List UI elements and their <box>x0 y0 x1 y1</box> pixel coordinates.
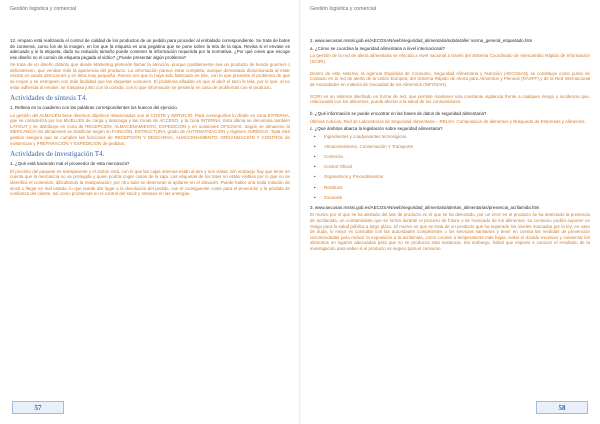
legislation-list <box>310 134 590 200</box>
answer-research-1: El precinto del paquete es transparente y el cartón está, con lo que las cajas internas están al aire y son vistas. Sin embargo hay que tener en cuenta que la mercancía no va protegida y quien podría coger cosas de la caja. Las etiquetas de los lotes no están visibles por lo que no se identifica el contenido, dificultando la manipulación; por otro lado se deterioran al apilarse en el almacén. Puede haber una mala rotación de stock o llegar en mal estado, lo que puede dar lugar a la devolución del pedido, con el consiguiente coste para el proveedor y la pérdida de confianza del cliente, así como problemas en el control del stock y retrasos en las entregas. <box>10 168 290 197</box>
question-research-1: 1. ¿Qué está haciendo mal el proveedor de esta mercancía? <box>10 161 130 167</box>
question-2b: b. ¿Qué información se puede encontrar en las bases de datos de seguridad alimentaria? <box>310 110 487 116</box>
answer-12: Se trata de un diseño distinto que desde Marketing pretende llamar la atención, porque posiblemente sea un producto de tienda gourmet o delicatessen, que vendan más la apariencia del producto. La información parece estar completa, aunque demasiado distorsionada al estar escrita en varias direcciones y en letra muy pequeña. Parece ser que lo haya sido fabricado en lote, con lo que presente el problema de que se mojen o se estropeen con más facilidad que las etiquetas comunes. El problema añadido es que al abrir el tarro le tela, por lo que, al no estar adherida al envase, se traspasa junto con la comida, con lo que información se perdería en caso de problemas con el producto. <box>10 62 290 90</box>
page-number: 58 <box>536 401 588 414</box>
answer-3: El motivo por el que se ha alertado del lote de producto en el que se ha detectado, por un error en el producto se ha detectado la presencia de acrilamida, un contaminante que se forma durante el proceso de fritura o de horneado de los alimentos; su consumo podría suponer un riesgo para la salud pública a largo plazo. El motivo es que se trata de un producto que ha superado los niveles marcados por la ley; en caso de duda, lo mejor es consultar con las autoridades competentes o los servicios sanitarios y tener en cuenta las medidas de prevención recomendadas para reducir la exposición a la acrilamida, como cocinar a temperaturas más bajas, evitar el dorado excesivo y conservar los alimentos en lugares adecuados para que no se produzca esta sustancia. Sin embargo, habrá que esperar a conocer el resultado de la investigación para saber si el producto es seguro para el consumo. <box>310 212 590 251</box>
list-item: • Residuos <box>314 184 343 190</box>
answer-2a-p1: La gestión de la red de alerta alimentaria se efectúa a nivel nacional a través del Sistema Coordinado de Intercambio Rápido de Información (SCIRI). <box>310 53 590 65</box>
list-item: • Zoonosis <box>314 194 343 200</box>
question-synthesis-1: 1. Rellena en tu cuaderno con las palabras correspondientes los huecos del ejercicio. <box>10 105 178 111</box>
running-head: Gestión logística y comercial <box>310 6 377 12</box>
section-heading-synthesis: Actividades de síntesis T4. <box>10 94 88 103</box>
question-12: 12. Amparo está realizando el control de calidad de los productos de un pedido para proceder al embalado correspondiente. Se trata de botes de conserva, como los de la imagen, en los que la etiqueta es una pegatina que se pone sobre la tela de la tapa. Revisa si el envase es adecuado y si la etiqueta, dado su reducido tamaño puede contener la información requerida por la normativa. ¿Por qué crees que escoge ese diseño no el común de etiqueta pegada al vidrio? ¿Puede presentar algún problema? <box>10 38 290 60</box>
running-head: Gestión logística y comercial <box>10 6 77 12</box>
list-item: • Organismos y Procedimientos <box>314 174 384 180</box>
answer-2a-p2: Dentro de este sistema, la Agencia Española de Consumo, Seguridad Alimentaria y Nutrición (AECOSAN) se constituye como punto de contacto en la red de alerta de la Unión Europea, del Sistema Rápido de Alerta para Alimentos y Piensos (RASFF) y de la Red Internacional de Autoridades en materia de Inocuidad de los Alimentos (INFOSAN). <box>310 70 590 87</box>
question-2-source: 2. www.aecosan.msssi.gob.es/AECOSAN/web/seguridad_alimentaria/subdetalle/ norma_general_etiquetado.htm <box>310 38 533 43</box>
answer-2b: Últimas noticias, Red de Laboratorios de Seguridad Alimentaria – RELSA. Composición de alimentos y Búsqueda de Empresas y Alimentos. <box>310 118 586 124</box>
list-item: • Control Oficial <box>314 164 352 170</box>
list-item: • Ingredientes y coadyuvantes tecnológicos <box>314 134 407 140</box>
list-item: • Comercio <box>314 154 343 160</box>
list-item: • Almacenamiento, Conservación Y Transporte <box>314 144 414 150</box>
question-3-source: 3. www.aecosan.msssi.gob.es/AECOSAN/web/seguridad_alimentaria/alertas_alimentarias/presencia_acrilamida.htm <box>310 204 540 210</box>
question-2c: c. ¿Qué ámbitos abarca la legislación sobre seguridad alimentaria? <box>310 126 443 132</box>
page-number: 57 <box>12 401 64 414</box>
section-heading-research: Actividades de investigación T4. <box>10 150 105 159</box>
answer-2a-p3: SCIRI es un sistema diseñado en forma de red, que permite mantener una constante vigilancia frente a cualquier riesgo o incidencia que, relacionada con los alimentos, pueda afectar a la salud de los consumidores. <box>310 93 590 105</box>
answer-synthesis-1: La gestión del ALMACÉN tiene diversos objetivos relacionados con el COSTE y SERVICIO. Para conseguirlos lo divide en zona EXTERNA, que se caracteriza por los MUELLES de carga y descarga y las zonas de ACCESO, y la zona INTERNA. Esta última se denomina también LAYOUT y se distribuye en zona de RECEPCIÓN, ALMACENAMIENTO, EXPEDICIÓN y en ocasiones OFICINAS. Según se almacene la MERCANCÍA los almacenes se clasifican según su FUNCIÓN, ESTRUCTURA, grado de AUTOMATIZACIÓN y régimen JURÍDICO. Toda esta gestión asegura que se cumplen las funciones de RECEPCIÓN Y DESCARGA, ALMACENAMIENTO, ORGANIZACIÓN Y CONTROL de existencias y PREPARACIÓN Y EXPEDICIÓN de pedidos. <box>10 112 290 146</box>
question-2a: a. ¿Cómo se coordina la seguridad alimentaria a nivel internacional? <box>310 45 445 51</box>
right-page <box>300 0 600 424</box>
